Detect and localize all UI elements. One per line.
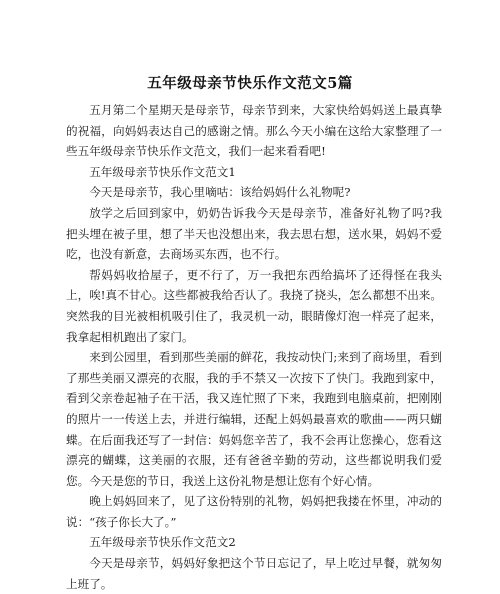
document-body	[66, 100, 442, 594]
body-paragraph: 放学之后回到家中，奶奶告诉我今天是母亲节，准备好礼物了吗?我把头埋在被子里，想了半天也没想出来，我去思右想，送水果，妈妈不爱吃，也没有新意，去商场买东西，也不行。	[66, 205, 442, 262]
body-paragraph: 帮妈妈收拾屋子，更不行了，万一我把东西给搞坏了还得怪在我头上，唉!真不甘心。这些都被我给否认了。我挠了挠头，怎么都想不出来。突然我的目光被相机吸引住了，我灵机一动，眼睛像灯泡一样亮了起来，我拿起相机跑出了家门。	[66, 267, 442, 344]
body-paragraph: 来到公园里，看到那些美丽的鲜花，我按动快门;来到了商场里，看到了那些美丽又漂亮的衣服，我的手不禁又一次按下了快门。我跑到家中，看到父亲卷起袖子在干活，我又连忙照了下来，我跑到电脑桌前，把刚刚的照片一一传送上去，并进行编辑，还配上妈妈最喜欢的歌曲——两只蝴蝶。在后面我还写了一封信：妈妈您辛苦了，我不会再让您操心，您看这漂亮的蝴蝶，这美丽的衣服，还有爸爸辛勤的劳动，这些都说明我们爱您。今天是您的节日，我送上这份礼物是想让您有个好心情。	[66, 350, 442, 488]
section-heading-2: 五年级母亲节快乐作文范文2	[89, 535, 236, 550]
intro-paragraph: 五月第二个星期天是母亲节，母亲节到来，大家快给妈妈送上最真挚的祝福，向妈妈表达自己的感谢之情。那么今天小编在这给大家整理了一些五年级母亲节快乐作文范文，我们一起来看看吧!	[66, 103, 442, 159]
body-paragraph: 今天是母亲节，妈妈好象把这个节日忘记了，早上吃过早餐，就匆匆上班了。	[66, 556, 442, 591]
body-paragraph: 晚上妈妈回来了，见了这份特别的礼物，妈妈把我搂在怀里，冲动的说：“孩子你长大了。”	[66, 494, 442, 529]
body-paragraph: 今天是母亲节，我心里嘀咕：该给妈妈什么礼物呢?	[89, 185, 351, 200]
document-title: 五年级母亲节快乐作文范文5篇	[147, 75, 353, 92]
section-heading-1: 五年级母亲节快乐作文范文1	[89, 164, 236, 179]
